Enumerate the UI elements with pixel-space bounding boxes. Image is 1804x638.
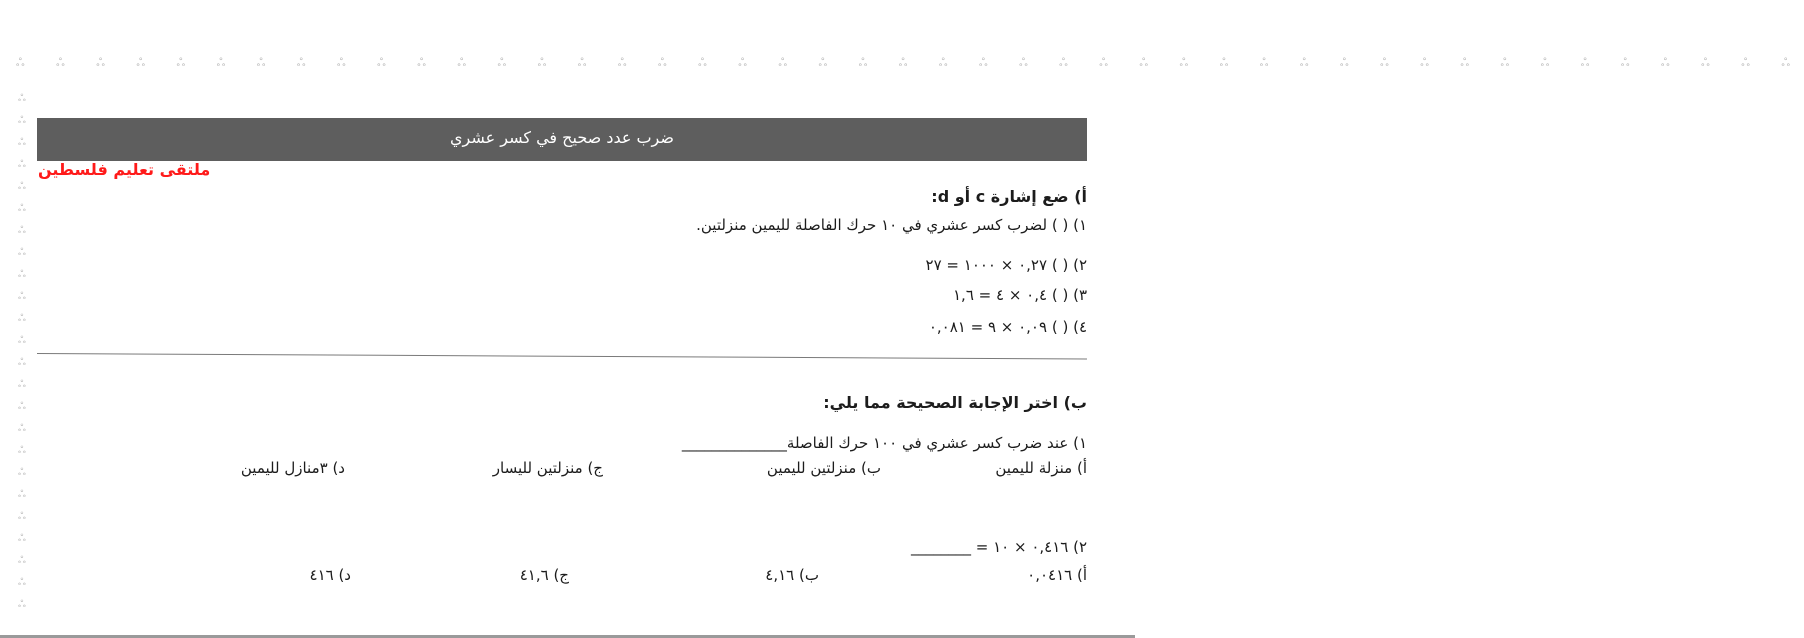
section-divider [37,353,1087,359]
q1-option-b: ب) منزلتين لليمين [766,459,881,477]
part-a-item-2: ٢) ( ) ٠,٢٧ × ١٠٠٠ = ٢٧ [925,256,1087,274]
part-a-item-1: ١) ( ) لضرب كسر عشري في ١٠ حرك الفاصلة لليمين منزلتين. [696,216,1087,234]
title-bar [37,118,1087,161]
watermark-label: ملتقى تعليم فلسطين [38,160,211,179]
q1-option-c: ج) منزلتين لليسار [492,459,603,477]
part-b-question-1: ١) عند ضرب كسر عشري في ١٠٠ حرك الفاصلة______________ [681,434,1087,452]
part-a-title: أ) ضع إشارة c أو d: [931,187,1087,206]
decorative-dot-border-left: ஃ ஃ ஃ ஃ ஃ ஃ ஃ ஃ ஃ ஃ ஃ ஃ ஃ ஃ ஃ ஃ ஃ ஃ ஃ ஃ ஃ ஃ ஃ ஃ [18,93,26,610]
q2-option-a: أ) ٠,٠٤١٦ [1027,566,1087,584]
part-b-question-2: ٢) ٠,٤١٦ × ١٠ = ________ [910,538,1087,556]
q2-option-c: ج) ٤١,٦ [519,566,569,584]
q2-option-b: ب) ٤,١٦ [765,566,819,584]
q1-option-a: أ) منزلة لليمين [995,459,1087,477]
q2-option-d: د) ٤١٦ [309,566,351,584]
decorative-dot-border-top: ஃ ஃ ஃ ஃ ஃ ஃ ஃ ஃ ஃ ஃ ஃ ஃ ஃ ஃ ஃ ஃ ஃ ஃ ஃ ஃ ஃ ஃ ஃ ஃ ஃ ஃ ஃ ஃ ஃ ஃ ஃ ஃ ஃ ஃ ஃ ஃ ஃ ஃ ஃ ஃ ஃ ஃ ஃ ஃ ஃ [16,56,1804,69]
q1-option-d: د) ٣منازل لليمين [240,459,345,477]
worksheet-title: ضرب عدد صحيح في كسر عشري [450,128,674,147]
part-b-title: ب) اختر الإجابة الصحيحة مما يلي: [823,393,1087,412]
part-a-item-3: ٣) ( ) ٠,٤ × ٤ = ١,٦ [953,286,1087,304]
part-a-item-4: ٤) ( ) ٠,٠٩ × ٩ = ٠,٠٨١ [928,318,1087,336]
